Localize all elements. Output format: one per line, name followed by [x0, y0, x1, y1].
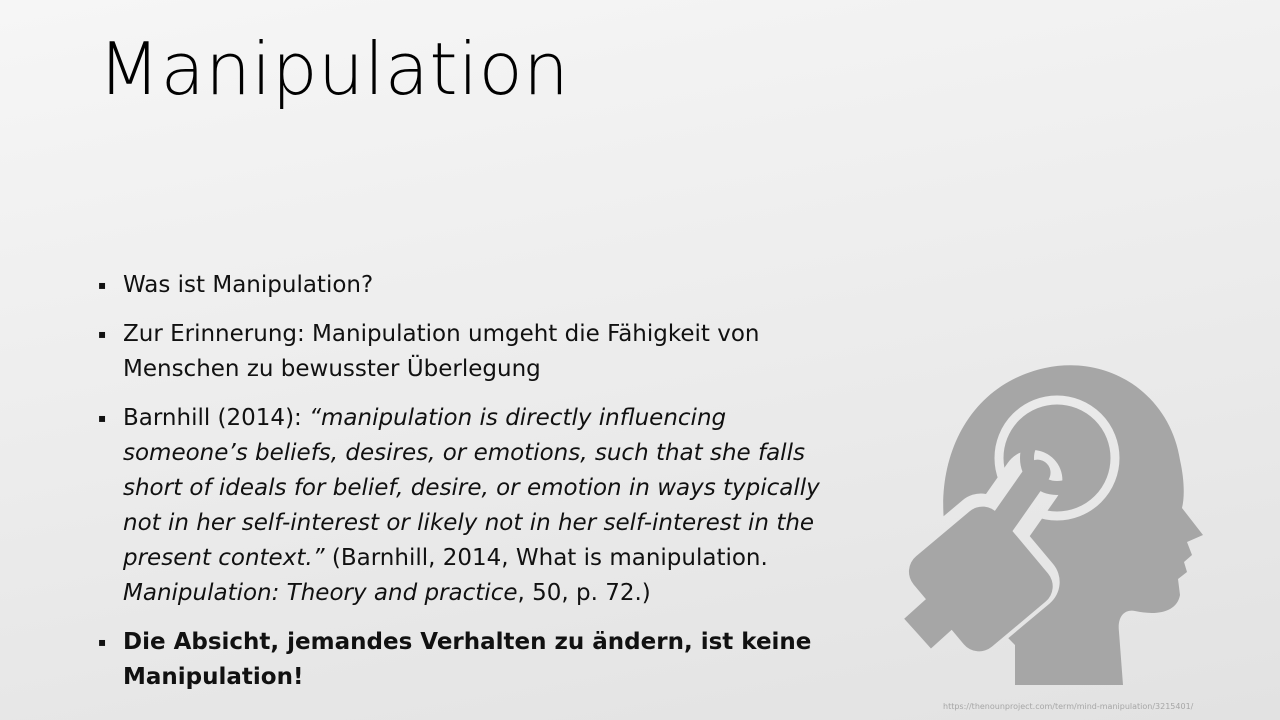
bullet-text: Was ist Manipulation?: [123, 272, 374, 298]
bullet-item-conclusion: [98, 625, 838, 695]
definition-text: [123, 401, 838, 611]
bullet-item-question: [98, 268, 838, 303]
bullet-list: [98, 268, 838, 709]
bullet-text: Zur Erinnerung: Manipulation umgeht die Fähigkeit von Menschen zu bewusster Überlegung: [123, 321, 760, 382]
bullet-marker: ▪: [98, 411, 107, 425]
citation-text: (Barnhill, 2014, What is manipulation.: [324, 545, 768, 571]
citation-end: , 50, p. 72.): [517, 580, 651, 606]
citation-source: Manipulation: Theory and practice: [123, 580, 518, 606]
slide-title: Manipulation: [98, 27, 570, 111]
bullet-item-reminder: [98, 317, 838, 387]
definition-prefix: Barnhill (2014):: [123, 405, 310, 431]
definition-quote: “manipulation is directly influencing someone’s beliefs, desires, or emotions, such that she falls short of ideals for belief, desire, or emotion in ways typically not in her self-interest or likely not in her self-interest in the present context.”: [123, 405, 820, 571]
bullet-marker: ▪: [98, 327, 107, 341]
bullet-marker: ▪: [98, 635, 107, 649]
bullet-marker: ▪: [98, 278, 107, 292]
bullet-item-definition: [98, 401, 838, 611]
image-credit: https://thenounproject.com/term/mind-manipulation/3215401/: [943, 702, 1194, 711]
mind-manipulation-icon: [895, 350, 1215, 690]
bullet-text: Die Absicht, jemandes Verhalten zu ändern, ist keine Manipulation!: [123, 629, 812, 690]
